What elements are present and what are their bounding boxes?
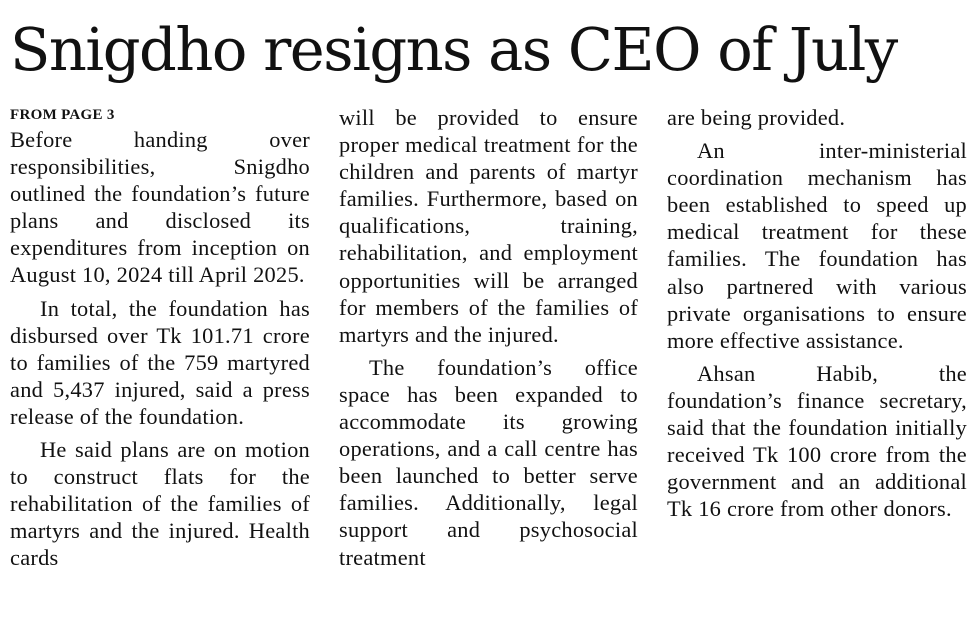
paragraph: The foundation’s office space has been expanded to accommodate its growing operations, and a call centre has been launched to better serve families. Additionally, legal support and psychosocial treatment xyxy=(339,354,638,570)
continued-from-label: FROM PAGE 3 xyxy=(10,107,115,123)
paragraph: Before handing over responsibilities, Snigdho outlined the foundation’s future plans and disclosed its expenditures from inception on August 10, 2024 till April 2025. xyxy=(10,127,310,288)
paragraph: In total, the foundation has disbursed over Tk 101.71 crore to families of the 759 martyred and 5,437 injured, said a press release of the foundation. xyxy=(10,295,310,429)
article-column-3 xyxy=(667,104,967,632)
headline: Snigdho resigns as CEO of July xyxy=(10,15,897,84)
paragraph: are being provided. xyxy=(667,105,846,130)
article-column-1 xyxy=(10,104,310,632)
paragraph: An inter-ministerial coordination mechanism has been established to speed up medical treatment for these families. The foundation has also partnered with various private organisations to ensure more effective assistance. xyxy=(667,138,967,353)
paragraph: will be provided to ensure proper medical treatment for the children and parents of martyr families. Furthermore, based on qualifications, training, rehabilitation, and employment opportunities will be arranged for members of the families of martyrs and the injured. xyxy=(339,105,638,347)
paragraph: Ahsan Habib, the foundation’s finance secretary, said that the foundation initially received Tk 100 crore from the government and an additional Tk 16 crore from other donors. xyxy=(667,360,967,522)
article-column-2 xyxy=(339,104,638,632)
paragraph: He said plans are on motion to construct flats for the rehabilitation of the families of martyrs and the injured. Health cards xyxy=(10,437,310,571)
